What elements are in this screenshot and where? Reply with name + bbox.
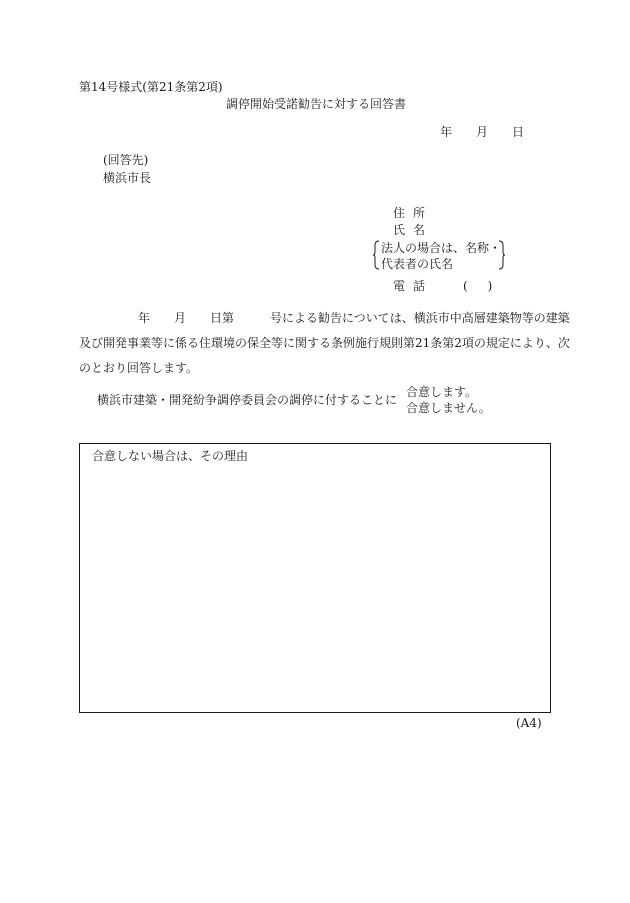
corporate-note-line1: 法人の場合は、名称・	[381, 241, 502, 255]
recipient-name: 横浜市長	[103, 171, 152, 185]
body-line2-text: 及び開発事業等に係る住環境の保全等に関する条例施行規則第21条第2項の規定により、次	[79, 336, 570, 350]
reason-label: 合意しない場合は、その理由	[92, 449, 249, 463]
consent-disagree-option: 合意しません。	[406, 401, 491, 415]
paper-size-label: (A4)	[516, 716, 542, 730]
consent-statement: 横浜市建築・開発紛争調停委員会の調停に付することに	[97, 393, 398, 407]
document-title: 調停開始受諾勧告に対する回答書	[226, 97, 407, 111]
form-number: 第14号様式(第21条第2項)	[79, 80, 223, 94]
date-year-label: 年	[440, 125, 453, 139]
address-label: 住所	[393, 206, 434, 220]
date-month-label: 月	[476, 125, 489, 139]
recipient-label: (回答先)	[103, 153, 149, 167]
body-line1-text: 号による勧告については、横浜市中高層建築物等の建築	[270, 311, 570, 325]
reason-box	[79, 443, 551, 713]
date-day-label: 日	[512, 125, 525, 139]
name-label: 氏名	[393, 223, 434, 237]
body-date-text: 年 月 日第	[138, 311, 235, 325]
consent-agree-option: 合意します。	[406, 385, 478, 399]
body-line3-text: のとおり回答します。	[79, 361, 199, 375]
phone-label: 電話	[393, 279, 434, 293]
phone-parentheses: ( )	[463, 279, 497, 293]
corporate-note-line2: 代表者の氏名	[381, 257, 454, 271]
